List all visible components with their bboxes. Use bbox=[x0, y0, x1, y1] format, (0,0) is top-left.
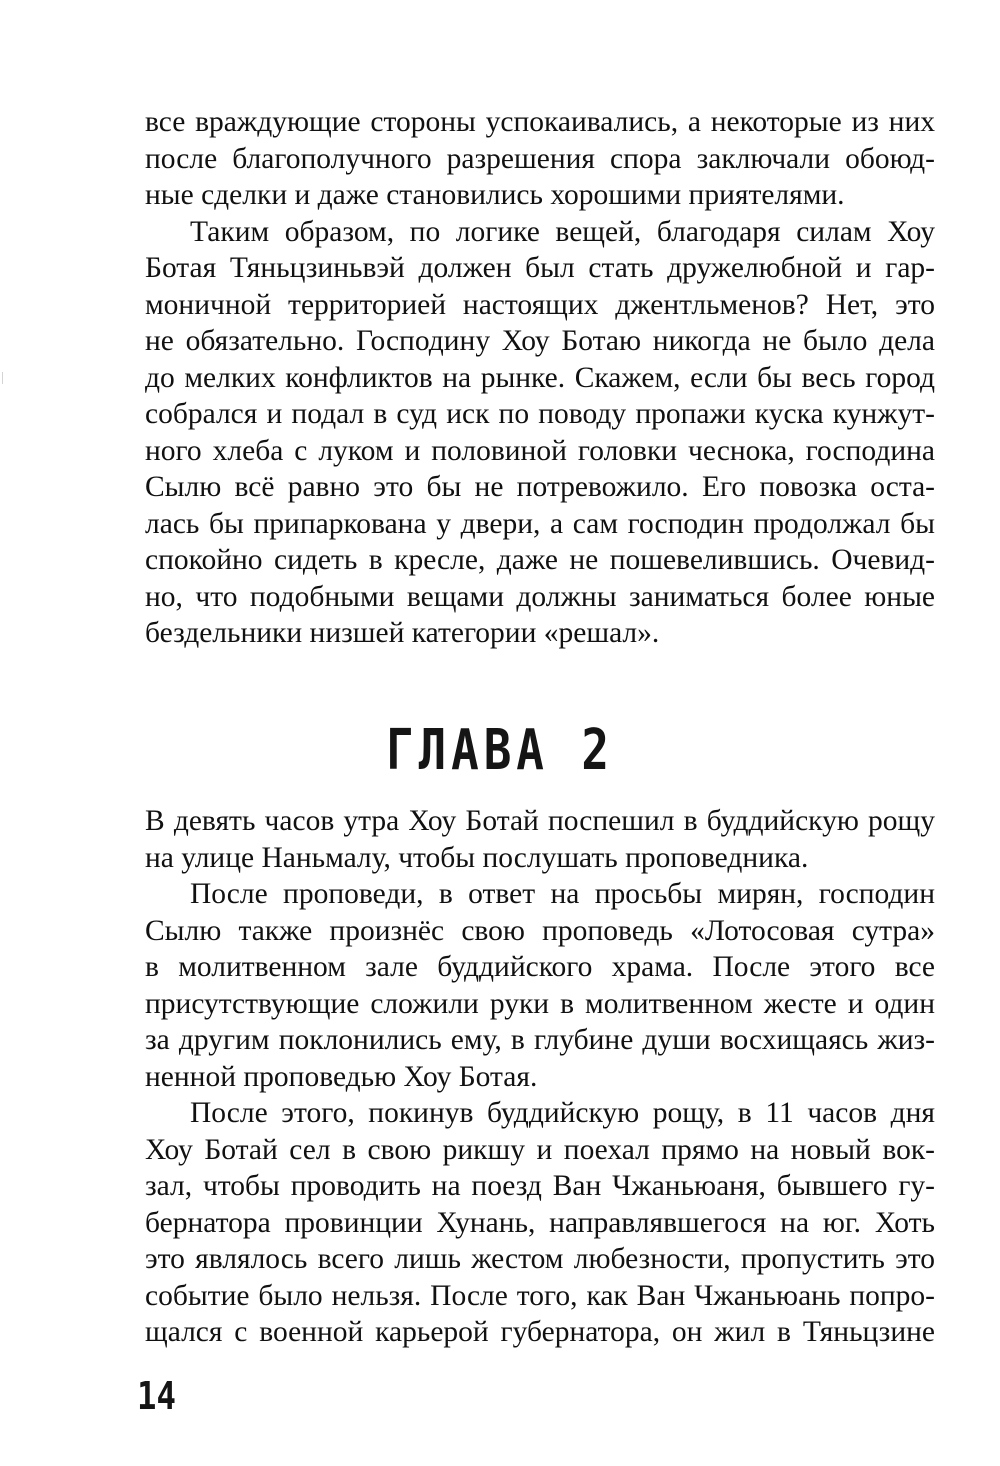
text-line: за другим поклонились ему, в глубине души восхищаясь жиз- bbox=[145, 1024, 935, 1056]
text-line: бернатора провинции Хунань, направлявшегося на юг. Хоть bbox=[145, 1206, 935, 1239]
text-line: это являлось всего лишь жестом любезности, пропустить это bbox=[145, 1243, 935, 1275]
text-line: событие было нельзя. После того, как Ван Чжаньюань попро- bbox=[145, 1279, 935, 1312]
text-block-bottom bbox=[145, 803, 935, 1351]
text-line: ные сделки и даже становились хорошими приятелями. bbox=[145, 179, 845, 211]
text-line: бездельники низшей категории «решал». bbox=[145, 617, 660, 649]
text-line: ненной проповедью Хоу Ботая. bbox=[145, 1060, 538, 1093]
text-block-top bbox=[145, 104, 935, 652]
text-line: ного хлеба с луком и половиной головки чеснока, господина bbox=[145, 434, 935, 467]
margin-mark bbox=[2, 372, 3, 384]
text-line: на улице Наньмалу, чтобы послушать проповедника. bbox=[145, 841, 809, 874]
text-line: все враждующие стороны успокаивались, а некоторые из них bbox=[145, 106, 935, 138]
text-line: но, что подобными вещами должны заниматься более юные bbox=[145, 580, 935, 613]
text-line: В девять часов утра Хоу Ботай поспешил в буддийскую рощу bbox=[145, 805, 935, 837]
text-line: спокойно сидеть в кресле, даже не пошевелившись. Очевид- bbox=[145, 544, 935, 576]
text-line: Сылю также произнёс свою проповедь «Лотосовая сутра» bbox=[145, 914, 935, 947]
chapter-title: ГЛАВА 2 bbox=[386, 718, 614, 783]
text-line: После проповеди, в ответ на просьбы мирян, господин bbox=[190, 878, 935, 910]
text-line: до мелких конфликтов на рынке. Скажем, если бы весь город bbox=[145, 361, 935, 394]
text-line: Сылю всё равно это бы не потревожило. Его повозка оста- bbox=[145, 471, 935, 503]
text-line: не обязательно. Господину Хоу Ботаю никогда не было дела bbox=[145, 325, 935, 357]
text-line: после благополучного разрешения спора заключали обоюд- bbox=[145, 142, 935, 175]
text-line: зал, чтобы проводить на поезд Ван Чжаньюаня, бывшего гу- bbox=[145, 1170, 935, 1202]
text-line: После этого, покинув буддийскую рощу, в 11 часов дня bbox=[190, 1097, 935, 1129]
text-line: присутствующие сложили руки в молитвенном жесте и один bbox=[145, 987, 935, 1020]
text-line: Хоу Ботай сел в свою рикшу и поехал прямо на новый вок- bbox=[145, 1133, 935, 1166]
text-line: собрался и подал в суд иск по поводу пропажи куска кунжут- bbox=[145, 398, 935, 430]
text-line: в молитвенном зале буддийского храма. После этого все bbox=[145, 951, 935, 983]
text-line: щался с военной карьерой губернатора, он жил в Тяньцзине bbox=[145, 1316, 935, 1348]
page-number: 14 bbox=[137, 1374, 176, 1418]
text-line: моничной территорией настоящих джентльменов? Нет, это bbox=[145, 288, 935, 321]
text-line: лась бы припаркована у двери, а сам господин продолжал бы bbox=[145, 507, 935, 540]
text-line: Таким образом, по логике вещей, благодаря силам Хоу bbox=[190, 215, 935, 248]
text-line: Ботая Тяньцзиньвэй должен был стать дружелюбной и гар- bbox=[145, 252, 935, 284]
